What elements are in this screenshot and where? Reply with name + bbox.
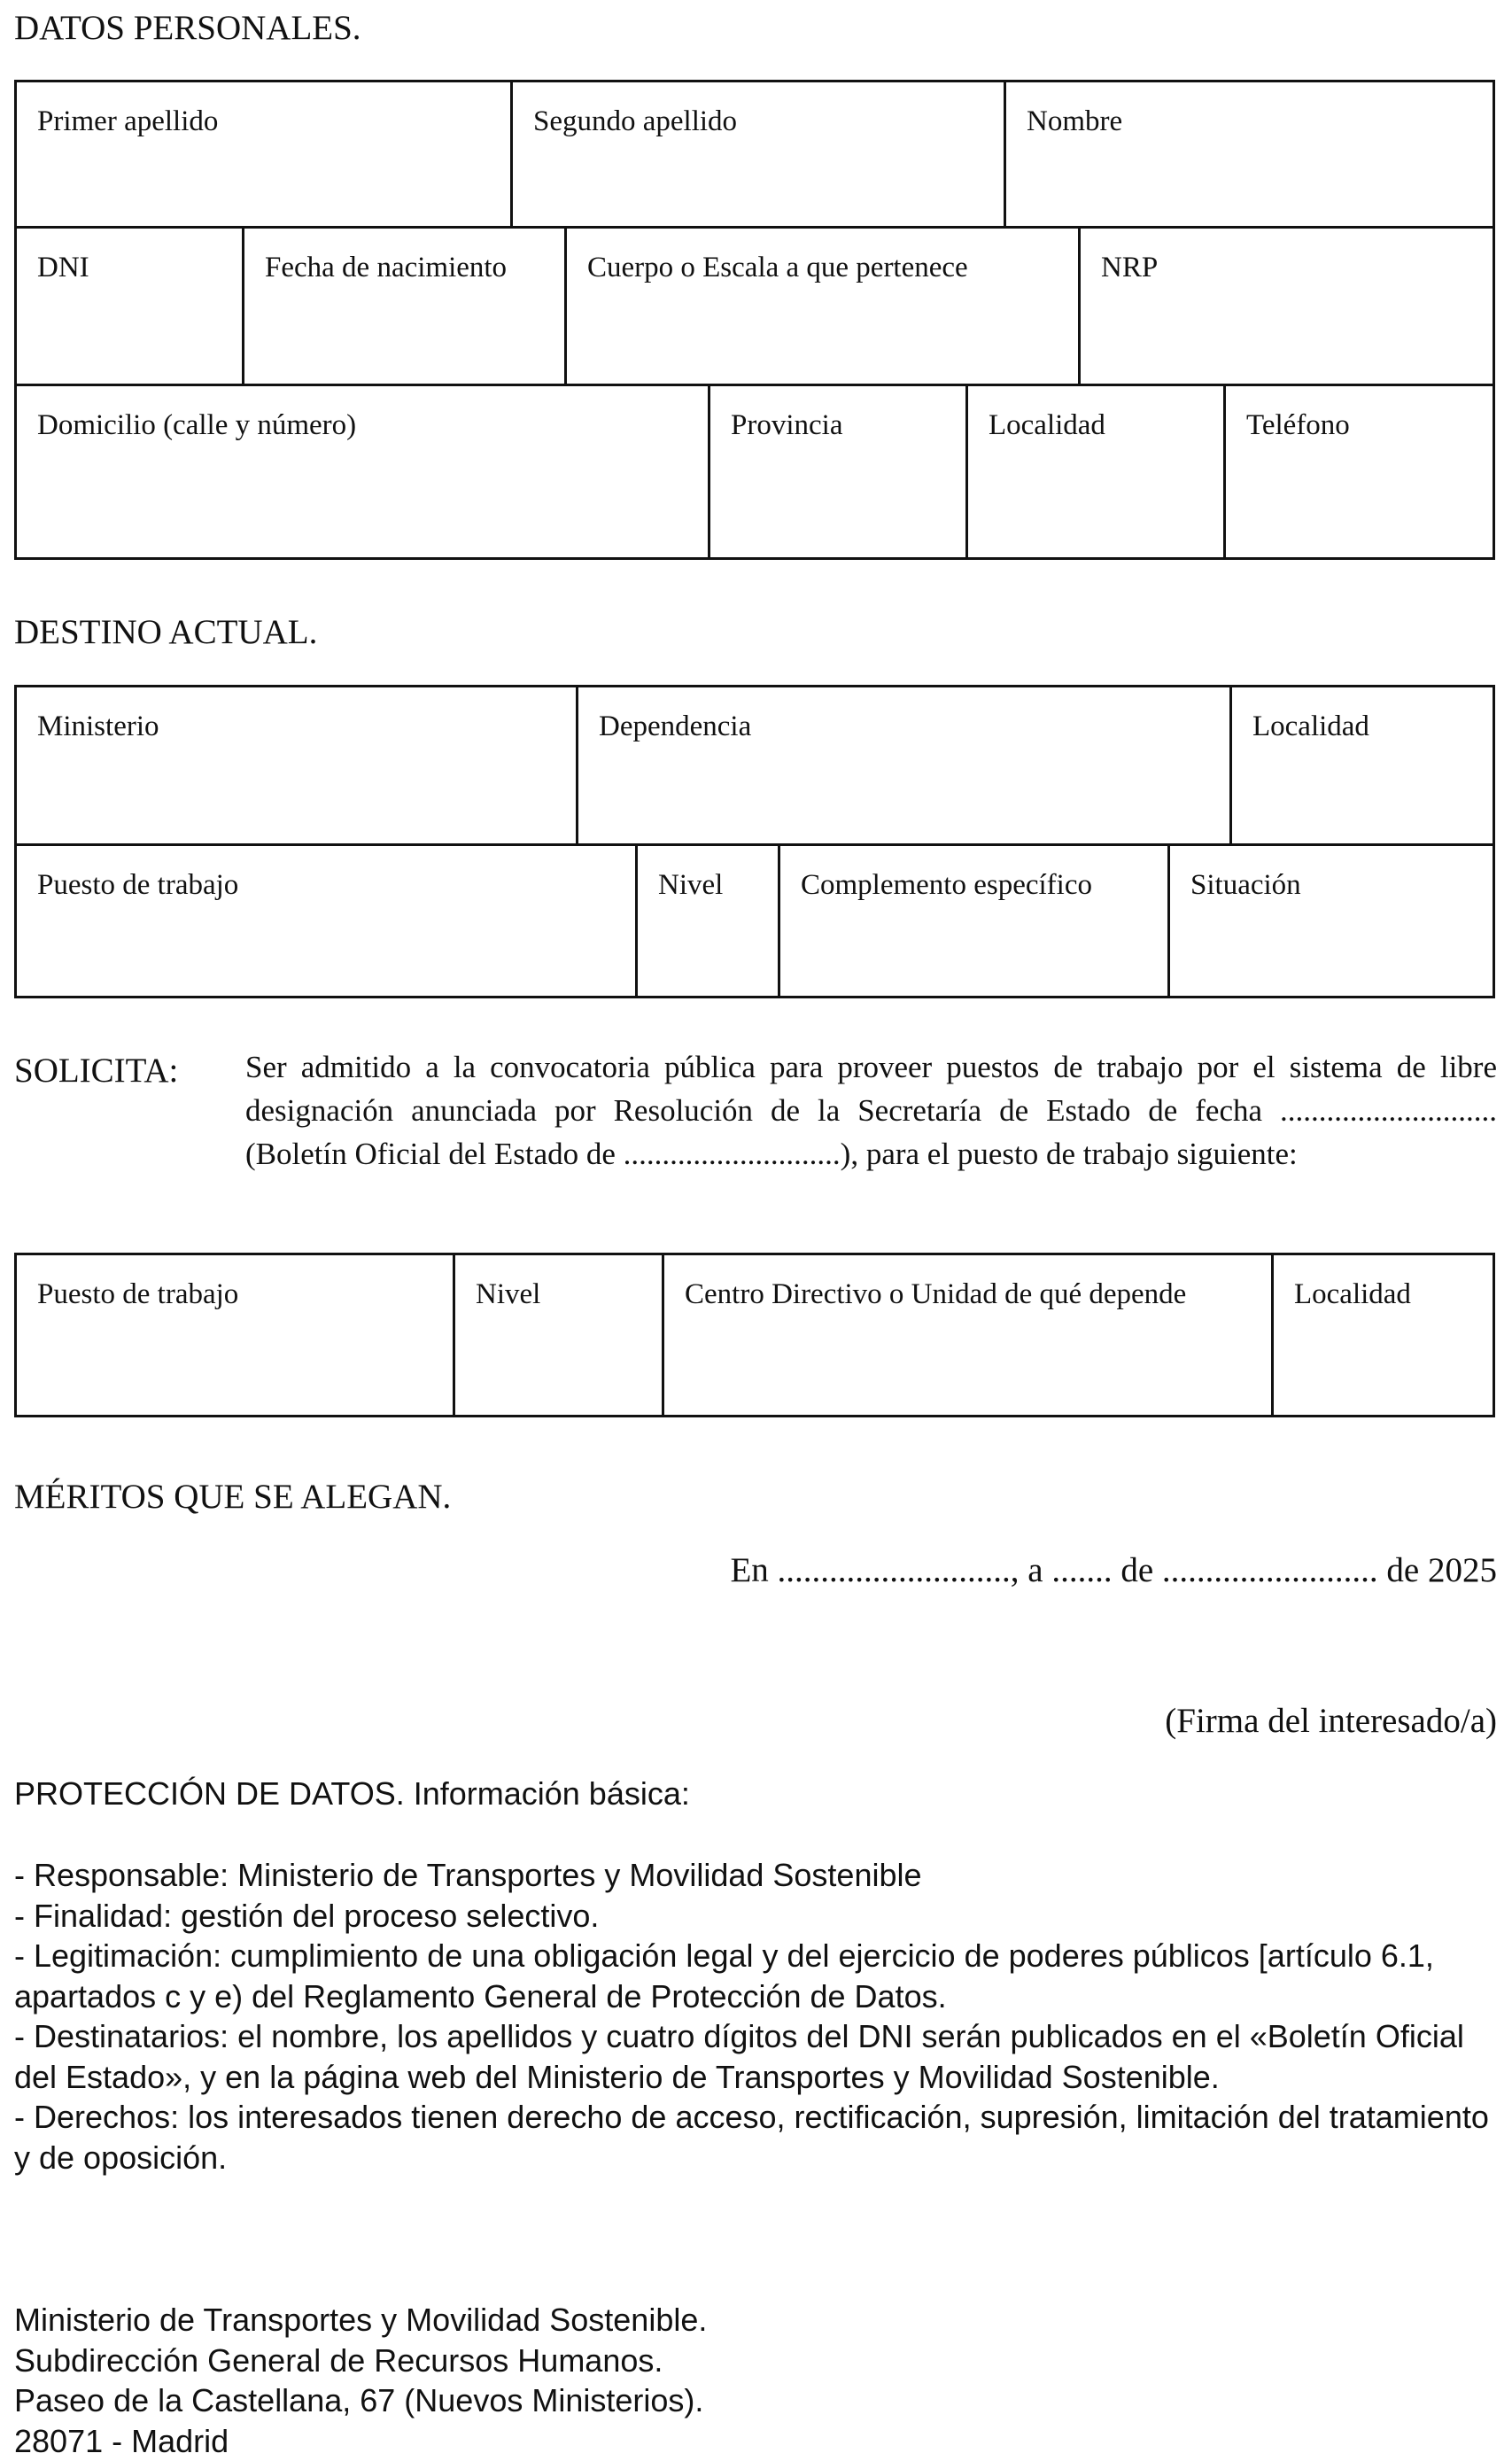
current-post-table <box>14 685 1495 998</box>
data-protection-list <box>14 1855 1502 2178</box>
data-protection-item: - Derechos: los interesados tienen derecho de acceso, rectificación, supresión, limitación del tratamiento y de oposición. <box>14 2097 1502 2178</box>
data-protection-item: - Legitimación: cumplimiento de una obligación legal y del ejercicio de poderes públicos [artículo 6.1, apartados c y e) del Reglamento General de Protección de Datos. <box>14 1936 1502 2016</box>
dependency-field[interactable]: Dependencia <box>576 687 1229 843</box>
first-surname-field[interactable]: Primer apellido <box>17 82 510 226</box>
requested-post-row <box>17 1255 1493 1415</box>
personal-row-names <box>17 82 1493 226</box>
situation-field[interactable]: Situación <box>1167 846 1493 996</box>
current-job-field[interactable]: Puesto de trabajo <box>17 846 635 996</box>
place-date-line: En ..........................., a ....... de ......................... de 2025 <box>730 1550 1497 1590</box>
requested-locality-field[interactable]: Localidad <box>1271 1255 1493 1415</box>
address-line: Ministerio de Transportes y Movilidad Sostenible. <box>14 2300 707 2341</box>
corps-field[interactable]: Cuerpo o Escala a que pertenece <box>564 229 1078 384</box>
province-field[interactable]: Provincia <box>708 386 965 557</box>
personal-row-id <box>17 226 1493 384</box>
current-level-field[interactable]: Nivel <box>635 846 778 996</box>
personal-data-table <box>14 80 1495 560</box>
address-line: 28071 - Madrid <box>14 2421 707 2461</box>
specific-complement-field[interactable]: Complemento específico <box>778 846 1167 996</box>
second-surname-field[interactable]: Segundo apellido <box>510 82 1004 226</box>
data-protection-item: - Finalidad: gestión del proceso selectivo. <box>14 1896 1502 1937</box>
phone-field[interactable]: Teléfono <box>1223 386 1493 557</box>
directive-center-field[interactable]: Centro Directivo o Unidad de qué depende <box>662 1255 1271 1415</box>
merits-heading: MÉRITOS QUE SE ALEGAN. <box>14 1479 451 1514</box>
address-field[interactable]: Domicilio (calle y número) <box>17 386 708 557</box>
birth-date-field[interactable]: Fecha de nacimiento <box>242 229 564 384</box>
ministry-field[interactable]: Ministerio <box>17 687 576 843</box>
locality-field[interactable]: Localidad <box>965 386 1223 557</box>
data-protection-item: - Responsable: Ministerio de Transportes y Movilidad Sostenible <box>14 1855 1502 1896</box>
data-protection-title: PROTECCIÓN DE DATOS. Información básica: <box>14 1775 690 1813</box>
requested-job-field[interactable]: Puesto de trabajo <box>17 1255 453 1415</box>
address-line: Subdirección General de Recursos Humanos. <box>14 2341 707 2381</box>
requested-post-table <box>14 1253 1495 1417</box>
name-field[interactable]: Nombre <box>1004 82 1493 226</box>
personal-data-heading: DATOS PERSONALES. <box>14 11 361 45</box>
current-post-row-job <box>17 843 1493 996</box>
current-post-row-ministry <box>17 687 1493 843</box>
current-post-heading: DESTINO ACTUAL. <box>14 615 317 649</box>
postal-address <box>14 2300 707 2461</box>
personal-row-address <box>17 384 1493 557</box>
address-line: Paseo de la Castellana, 67 (Nuevos Ministerios). <box>14 2380 707 2421</box>
dni-field[interactable]: DNI <box>17 229 242 384</box>
requested-level-field[interactable]: Nivel <box>453 1255 662 1415</box>
request-text: Ser admitido a la convocatoria pública para proveer puestos de trabajo por el sistema de libre designación anunciada por Resolución de la Secretaría de Estado de fecha ............................ (Boletín Oficial del Estado de ............................), para el puesto de trabajo siguiente: <box>245 1045 1497 1176</box>
current-locality-field[interactable]: Localidad <box>1229 687 1493 843</box>
nrp-field[interactable]: NRP <box>1078 229 1493 384</box>
request-label: SOLICITA: <box>14 1051 178 1091</box>
data-protection-item: - Destinatarios: el nombre, los apellidos y cuatro dígitos del DNI serán publicados en el «Boletín Oficial del Estado», y en la página web del Ministerio de Transportes y Movilidad Sostenible. <box>14 2016 1502 2097</box>
signature-caption: (Firma del interesado/a) <box>1165 1701 1497 1741</box>
